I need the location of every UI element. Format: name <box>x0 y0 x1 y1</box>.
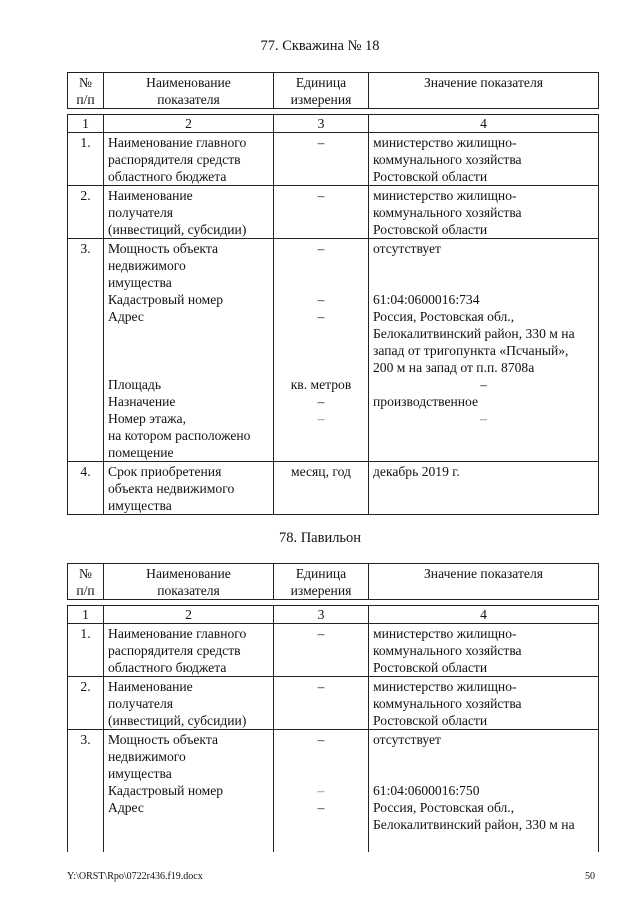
row-unit: – – – <box>274 730 369 853</box>
row-value: отсутствует 61:04:0600016:734 Россия, Ростовская обл., Белокалитвинский район, 330 м на запад от тригопункта «Псчаный», 200 м на запад от п.п. 8708а – производственное – <box>369 239 599 462</box>
column-number: 3 <box>274 606 369 624</box>
row-name: Наименование получателя (инвестиций, субсидии) <box>104 677 274 730</box>
row-name: Мощность объекта недвижимого имущества Кадастровый номер Адрес Площадь Назначение Номер этажа, на котором расположено помещение <box>104 239 274 462</box>
section-title: 78. Павильон <box>278 530 362 546</box>
row-value: министерство жилищно- коммунального хозяйства Ростовской области <box>369 133 599 186</box>
column-number: 1 <box>68 606 104 624</box>
row-name: Наименование получателя (инвестиций, субсидии) <box>104 186 274 239</box>
row-name: Срок приобретения объекта недвижимого имущества <box>104 462 274 515</box>
column-number: 2 <box>104 606 274 624</box>
row-unit: – <box>274 186 369 239</box>
cadastral-number: 61:04:0600016:750 <box>373 783 480 798</box>
header-value: Значение показателя <box>369 73 599 109</box>
row-value: министерство жилищно- коммунального хозяйства Ростовской области <box>369 677 599 730</box>
address-label: Адрес <box>108 309 144 324</box>
row-number: 3. <box>68 239 104 462</box>
row-unit: – – – кв. метров – – <box>274 239 369 462</box>
row-number: 2. <box>68 677 104 730</box>
row-number: 1. <box>68 133 104 186</box>
column-number: 4 <box>369 606 599 624</box>
cadastral-label: Кадастровый номер <box>108 783 224 798</box>
header-name: Наименование показателя <box>104 73 274 109</box>
row-number: 1. <box>68 624 104 677</box>
row-unit: – <box>274 677 369 730</box>
table-row <box>68 730 599 853</box>
header-num: № п/п <box>68 564 104 600</box>
footer-file-path: Y:\ORST\Rpo\0722r436.f19.docx <box>67 871 203 882</box>
row-name: Наименование главного распорядителя средств областного бюджета <box>104 133 274 186</box>
address-label: Адрес <box>108 800 144 815</box>
section-title: 77. Скважина № 18 <box>260 38 380 54</box>
area-label: Площадь <box>108 377 162 392</box>
table-row <box>68 677 599 730</box>
cadastral-number: 61:04:0600016:734 <box>373 292 480 307</box>
row-number: 4. <box>68 462 104 515</box>
row-unit: месяц, год <box>274 462 369 515</box>
row-value: декабрь 2019 г. <box>369 462 599 515</box>
purpose-label: Назначение <box>108 394 176 409</box>
column-number: 4 <box>369 115 599 133</box>
indicators-table <box>67 563 599 852</box>
row-value: министерство жилищно- коммунального хозяйства Ростовской области <box>369 186 599 239</box>
table-row <box>68 624 599 677</box>
row-unit: – <box>274 133 369 186</box>
page-number: 50 <box>585 871 595 882</box>
row-name: Мощность объекта недвижимого имущества Кадастровый номер Адрес <box>104 730 274 853</box>
column-number: 3 <box>274 115 369 133</box>
column-numbers-row <box>68 606 599 624</box>
column-number: 1 <box>68 115 104 133</box>
header-unit: Единица измерения <box>274 564 369 600</box>
header-value: Значение показателя <box>369 564 599 600</box>
row-value: отсутствует 61:04:0600016:750 Россия, Ростовская обл., Белокалитвинский район, 330 м на <box>369 730 599 853</box>
row-number: 3. <box>68 730 104 853</box>
row-unit: – <box>274 624 369 677</box>
row-name: Наименование главного распорядителя средств областного бюджета <box>104 624 274 677</box>
row-value: министерство жилищно- коммунального хозяйства Ростовской области <box>369 624 599 677</box>
cadastral-label: Кадастровый номер <box>108 292 224 307</box>
table-header-row <box>68 564 599 600</box>
header-num: № п/п <box>68 73 104 109</box>
header-name: Наименование показателя <box>104 564 274 600</box>
row-number: 2. <box>68 186 104 239</box>
header-unit: Единица измерения <box>274 73 369 109</box>
column-number: 2 <box>104 115 274 133</box>
